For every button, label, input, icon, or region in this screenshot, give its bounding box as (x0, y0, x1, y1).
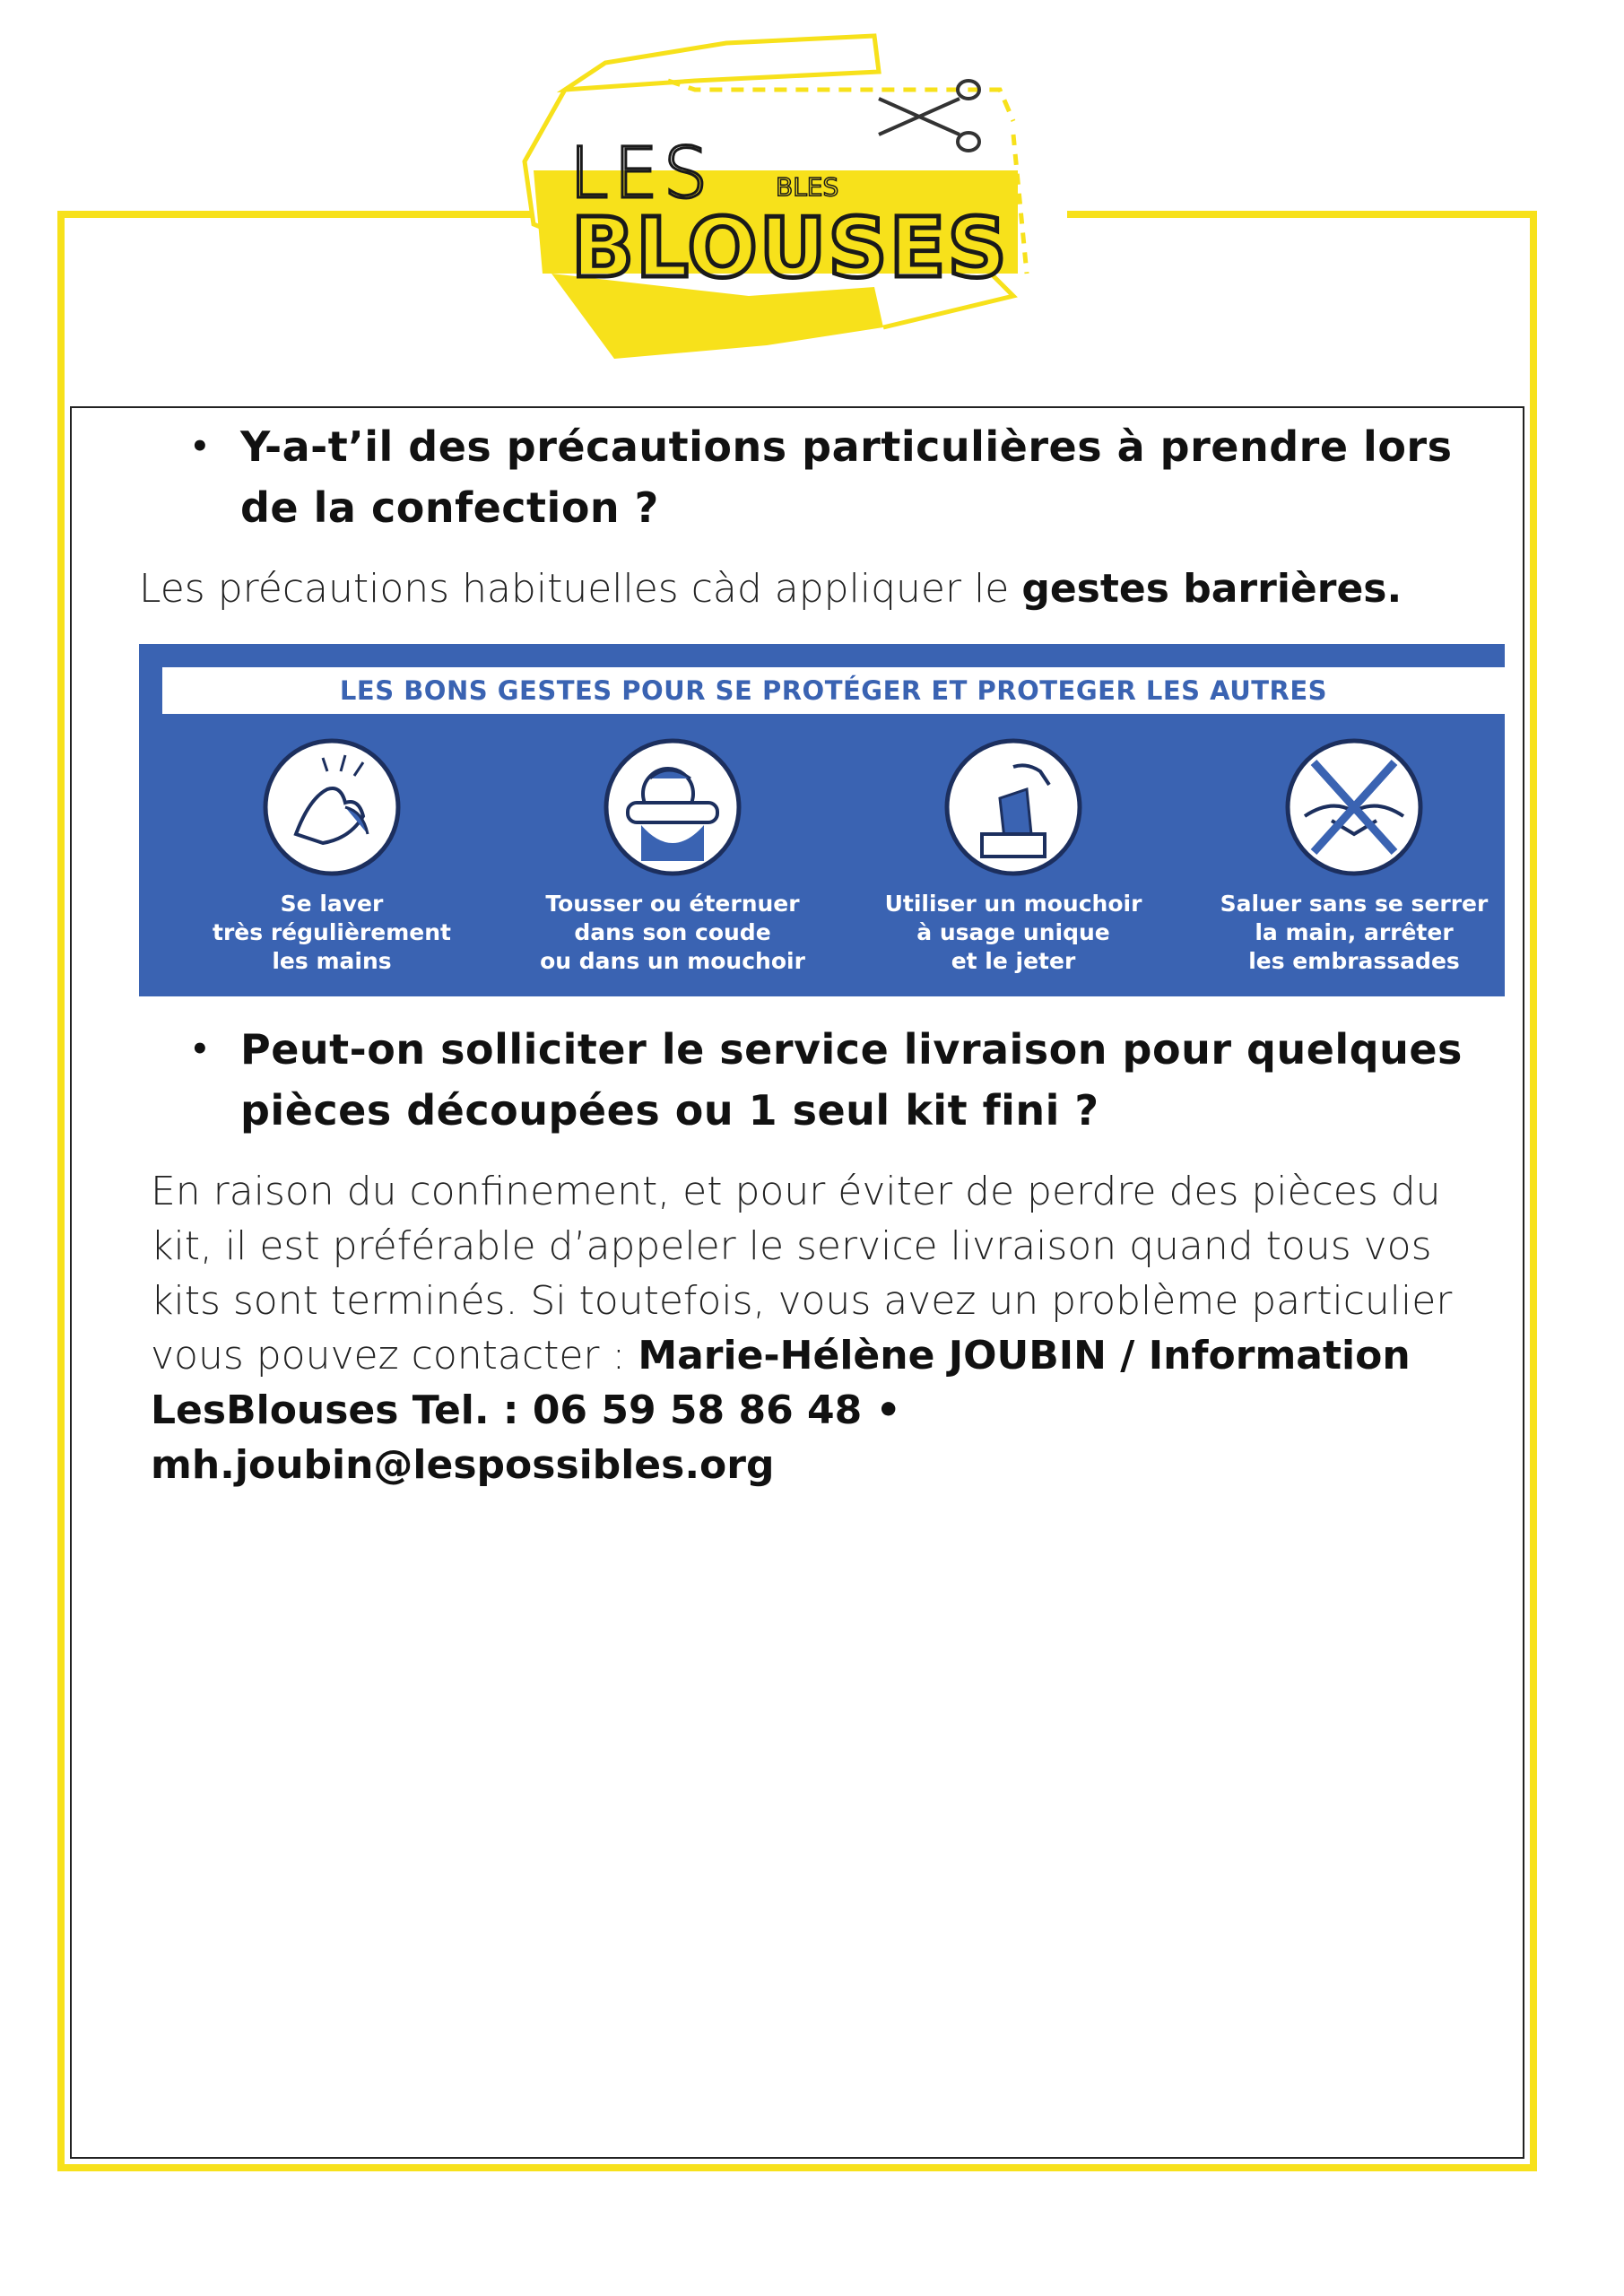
barrier-gestures-banner (139, 644, 1505, 996)
gesture-cough-elbow (525, 735, 821, 976)
answer-2-text: En raison du confinement, et pour éviter de perdre des pièces du kit, il est préférable d’appeler le service livraison quand tous vos kits sont terminés. Si toutefois, vous avez un problème particulier vous pouvez contacter : (151, 1169, 1453, 1378)
question-1-text: Y-a-t’il des précautions particulières à prendre lors de la confection ? (240, 422, 1453, 532)
answer-2 (151, 1164, 1496, 1492)
no-handshake-icon (1282, 735, 1426, 879)
gesture-caption: Se laver très régulièrement les mains (213, 891, 451, 974)
cough-elbow-icon (601, 735, 744, 879)
answer-1 (139, 558, 1484, 621)
banner-title: LES BONS GESTES POUR SE PROTÉGER ET PROTEGER LES AUTRES (339, 675, 1328, 706)
answer-1-text: Les précautions habituelles càd appliquer le (139, 566, 1010, 612)
les-blouses-logo (516, 27, 1072, 386)
gesture-tissue (865, 735, 1161, 976)
logo-blouses-text: BLOUSES (571, 200, 1009, 296)
tissue-bin-icon (942, 735, 1085, 879)
question-2 (190, 1019, 1496, 1141)
logo-small-bles: BLES (776, 172, 839, 202)
bullet: • (190, 1031, 211, 1067)
hand-washing-icon (260, 735, 404, 879)
answer-1-bold: gestes barrières. (1021, 566, 1403, 612)
question-1 (190, 416, 1487, 538)
banner-title-bar (162, 667, 1505, 714)
contact-info: Marie-Hélène JOUBIN / Information LesBlouses Tel. : 06 59 58 86 48 • mh.joubin@lespossibles.org (151, 1333, 1411, 1488)
gesture-no-handshake (1206, 735, 1502, 976)
gesture-caption: Saluer sans se serrer la main, arrêter les embrassades (1220, 891, 1489, 974)
question-2-text: Peut-on solliciter le service livraison pour quelques pièces découpées ou 1 seul kit fini ? (240, 1025, 1463, 1135)
gesture-caption: Utiliser un mouchoir à usage unique et le jeter (884, 891, 1142, 974)
logo-les-text: LES (569, 134, 714, 214)
gesture-hand-washing (184, 735, 480, 976)
gesture-caption: Tousser ou éternuer dans son coude ou dans un mouchoir (540, 891, 805, 974)
bullet: • (190, 429, 211, 465)
